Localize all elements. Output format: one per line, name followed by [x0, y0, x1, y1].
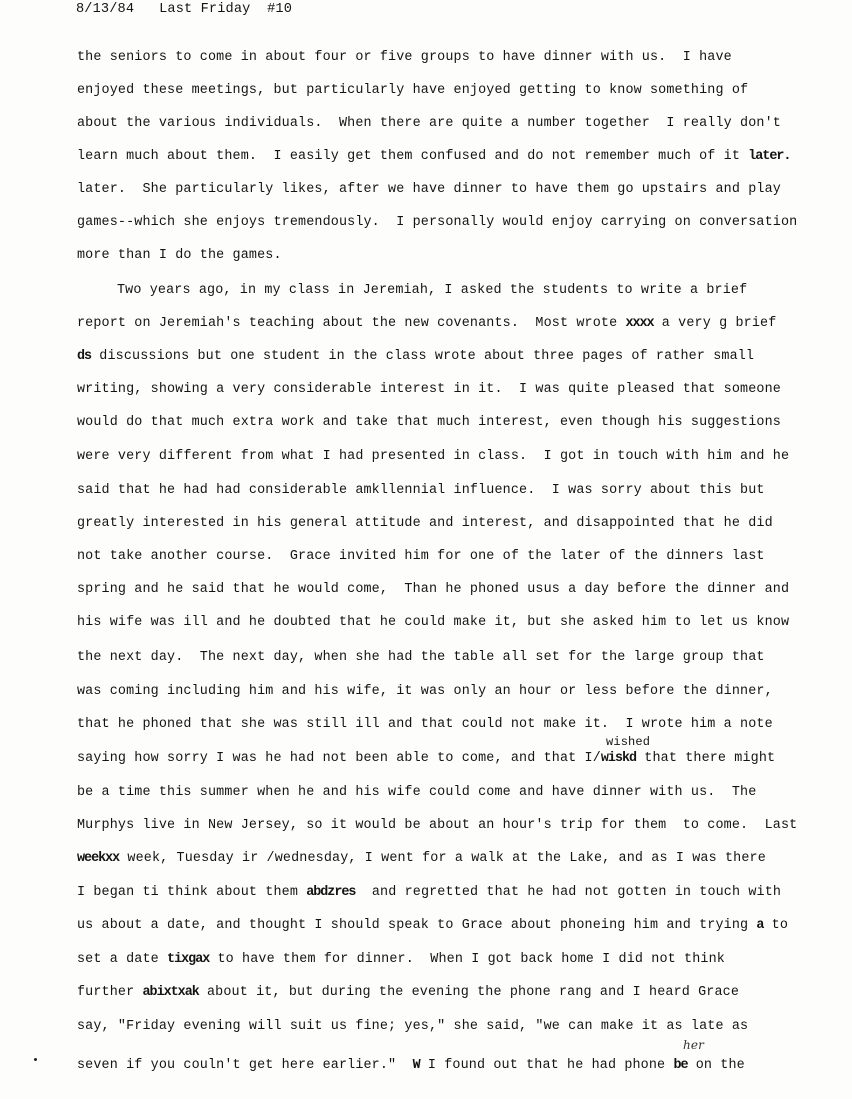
text-line: later. She particularly likes, after we have dinner to have them go upstairs and play	[77, 182, 781, 197]
struck-word: be	[673, 1058, 688, 1073]
text-line: more than I do the games.	[77, 248, 282, 263]
text-line: say, "Friday evening will suit us fine; yes," she said, "we can make it as late as	[77, 1019, 749, 1034]
text-line: was coming including him and his wife, it was only an hour or less before the dinner,	[77, 684, 773, 699]
text-span: I began ti think about them	[77, 885, 307, 900]
text-span: discussions but one student in the class wrote about three pages of rather small	[99, 349, 755, 364]
text-line: that he phoned that she was still ill and that could not make it. I wrote him a note	[77, 717, 773, 732]
text-line	[77, 349, 754, 365]
text-span: and regretted that he had not gotten in touch with	[355, 885, 782, 900]
text-line: not take another course. Grace invited him for one of the later of the dinners last	[77, 549, 765, 564]
struck-word: wiskd	[600, 751, 637, 766]
text-line: were very different from what I had presented in class. I got in touch with him and he	[77, 449, 790, 464]
text-line: enjoyed these meetings, but particularly have enjoyed getting to know something of	[77, 83, 749, 98]
text-span: saying how sorry I was he had not been able to come, and that I/	[77, 751, 601, 766]
text-line: his wife was ill and he doubted that he could make it, but she asked him to let us know	[77, 615, 790, 630]
text-span: to	[763, 918, 789, 933]
paragraph-start: Two years ago, in my class in Jeremiah, I asked the students to write a brief	[117, 283, 748, 298]
struck-word: a	[756, 918, 764, 933]
struck-word: later.	[748, 149, 791, 164]
text-span: learn much about them. I easily get them confused and do not remember much of it	[77, 149, 749, 164]
struck-word: abdzres	[306, 885, 356, 900]
text-span: a very g brief	[653, 316, 777, 331]
struck-word: tixgax	[167, 952, 210, 967]
page-header: 8/13/84 Last Friday #10	[76, 2, 292, 17]
text-line: said that he had had considerable amkllennial influence. I was sorry about this but	[77, 483, 765, 498]
text-line: the seniors to come in about four or five groups to have dinner with us. I have	[77, 50, 732, 65]
text-line: spring and he said that he would come, Than he phoned usus a day before the dinner and	[77, 582, 790, 597]
handwritten-insertion: her	[683, 1038, 705, 1052]
text-span: week, Tuesday ir /wednesday, I went for a walk at the Lake, and as I was there	[119, 851, 766, 866]
struck-word: abixtxak	[142, 985, 199, 1000]
interlinear-insertion: wished	[606, 735, 651, 749]
struck-word: ds	[77, 349, 92, 364]
text-line: greatly interested in his general attitude and interest, and disappointed that he did	[77, 516, 773, 531]
text-span: further	[77, 985, 143, 1000]
text-line: about the various individuals. When there are quite a number together I really don't	[77, 116, 781, 131]
text-span: that there might	[636, 751, 776, 766]
text-span: us about a date, and thought I should speak to Grace about phoneing him and trying	[77, 918, 757, 933]
text-line	[77, 751, 775, 767]
struck-word: xxxx	[625, 316, 654, 331]
text-line	[77, 952, 725, 968]
text-span: to have them for dinner. When I got back home I did not think	[209, 952, 725, 967]
text-line: writing, showing a very considerable interest in it. I was quite pleased that someone	[77, 382, 781, 397]
text-line	[77, 918, 788, 934]
text-span: about it, but during the evening the phone rang and I heard Grace	[198, 985, 740, 1000]
text-line	[77, 316, 776, 332]
text-line: be a time this summer when he and his wife could come and have dinner with us. The	[77, 785, 757, 800]
text-line: games--which she enjoys tremendously. I personally would enjoy carrying on conversation	[77, 215, 798, 230]
margin-mark	[34, 1058, 37, 1061]
text-span: I found out that he had phone	[419, 1058, 674, 1073]
text-span: set a date	[77, 952, 168, 967]
text-line	[77, 1058, 745, 1074]
text-span: report on Jeremiah's teaching about the new covenants. Most wrote	[77, 316, 626, 331]
text-line	[77, 149, 790, 165]
text-line: the next day. The next day, when she had the table all set for the large group that	[77, 650, 765, 665]
text-line: Murphys live in New Jersey, so it would be about an hour's trip for them to come. Last	[77, 818, 798, 833]
text-line: would do that much extra work and take that much interest, even though his suggestions	[77, 415, 781, 430]
struck-word: W	[412, 1058, 420, 1073]
text-line	[77, 851, 766, 867]
text-span: seven if you couln't get here earlier."	[77, 1058, 413, 1073]
text-line	[77, 885, 781, 901]
text-line	[77, 985, 739, 1001]
struck-word: weekxx	[77, 851, 120, 866]
text-span: on the	[687, 1058, 745, 1073]
